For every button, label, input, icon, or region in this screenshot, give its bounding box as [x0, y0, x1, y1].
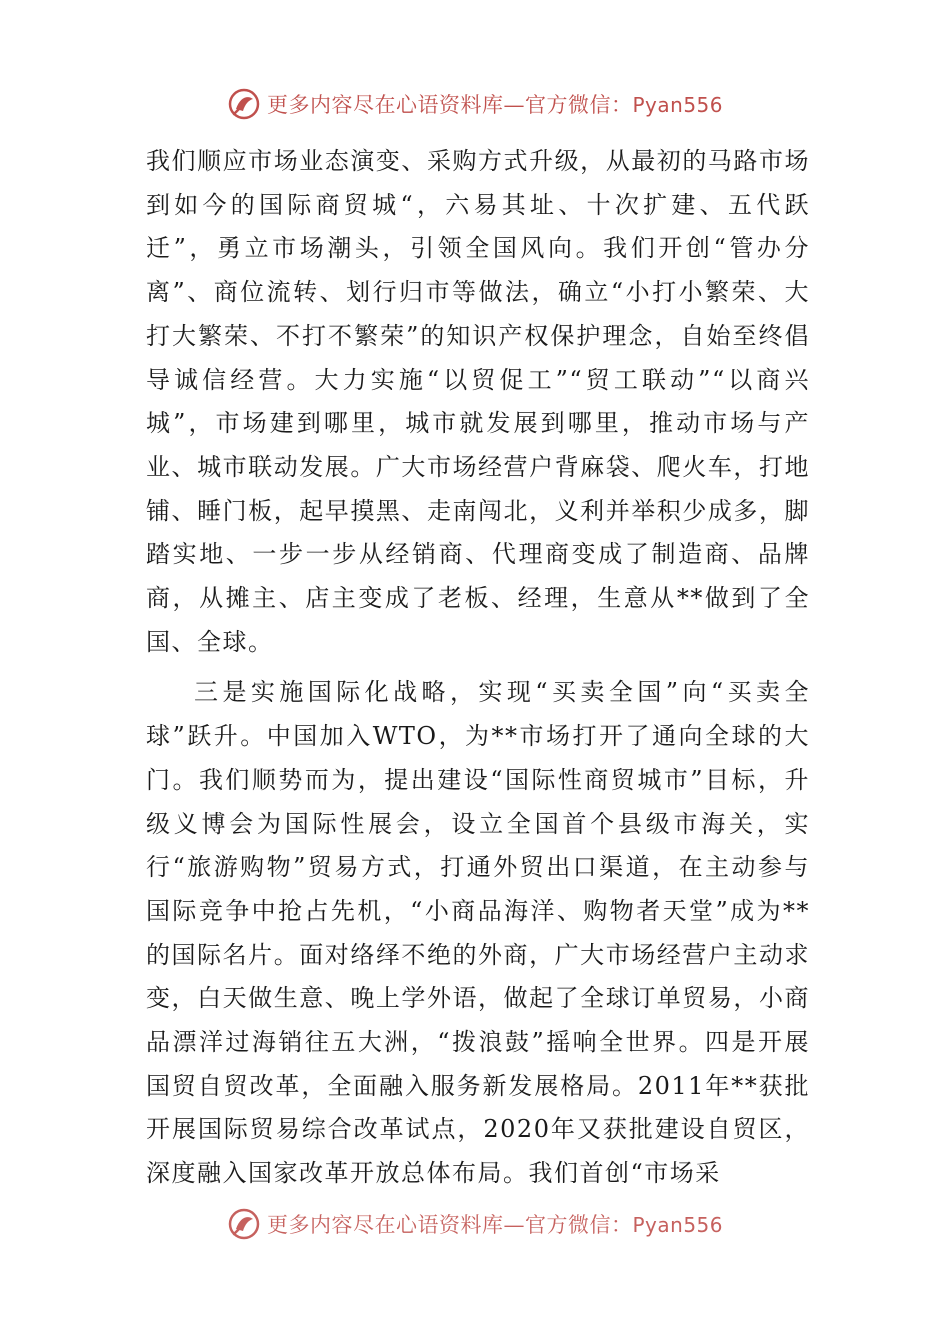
body-paragraph-1: 我们顺应市场业态演变、采购方式升级，从最初的马路市场到如今的国际商贸城“，六易其址、十次扩建、五代跃迁”，勇立市场潮头，引领全国风向。我们开创“管办分离”、商位流转、划行归市等做法，确立“小打小繁荣、大打大繁荣、不打不繁荣”的知识产权保护理念，自始至终倡导诚信经营。大力实施“以贸促工”“贸工联动”“以商兴城”，市场建到哪里，城市就发展到哪里，推动市场与产业、城市联动发展。广大市场经营户背麻袋、爬火车，打地铺、睡门板，起早摸黑、走南闯北，义利并举积少成多，脚踏实地、一步一步从经销商、代理商变成了制造商、品牌商，从摊主、店主变成了老板、经理，生意从**做到了全国、全球。 [146, 147, 810, 656]
page-header-watermark [0, 84, 950, 124]
logo-icon [227, 87, 261, 121]
footer-watermark-label: 更多内容尽在心语资料库—官方微信： [266, 1213, 633, 1237]
logo-icon [227, 1207, 261, 1241]
header-watermark-contact: Pyan556 [632, 93, 723, 117]
footer-watermark-text [267, 1209, 723, 1239]
body-paragraph-2: 三是实施国际化战略，实现“买卖全国”向“买卖全球”跃升。中国加入WTO，为**市场打开了通向全球的大门。我们顺势而为，提出建设“国际性商贸城市”目标，升级义博会为国际性展会，设立全国首个县级市海关，实行“旅游购物”贸易方式，打通外贸出口渠道，在主动参与国际竞争中抢占先机，“小商品海洋、购物者天堂”成为**的国际名片。面对络绎不绝的外商，广大市场经营户主动求变，白天做生意、晚上学外语，做起了全球订单贸易，小商品漂洋过海销往五大洲，“拨浪鼓”摇响全世界。四是开展国贸自贸改革，全面融入服务新发展格局。2011年**获批开展国际贸易综合改革试点，2020年又获批建设自贸区，深度融入国家改革开放总体布局。我们首创“市场采 [146, 678, 810, 1188]
footer-watermark-contact: Pyan556 [632, 1213, 723, 1237]
header-watermark-text [267, 89, 723, 119]
header-watermark-label: 更多内容尽在心语资料库—官方微信： [266, 93, 633, 117]
page-footer-watermark [0, 1204, 950, 1244]
document-body [146, 140, 810, 1196]
